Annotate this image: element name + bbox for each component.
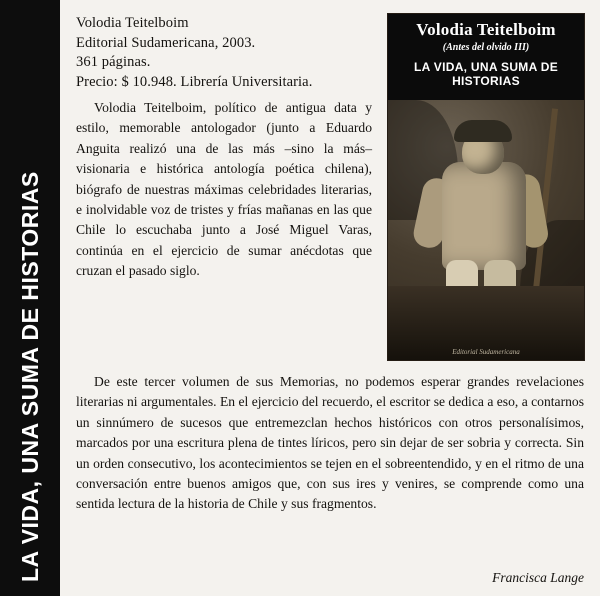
meta-price: Precio: $ 10.948. Librería Universitaria. <box>76 73 313 90</box>
cover-title: LA VIDA, UNA SUMA DE HISTORIAS <box>414 60 558 88</box>
article-paragraph-2: De este tercer volumen de sus Memorias, no podemos esperar grandes revelaciones literarias ni argumentales. En el ejercicio del recuerdo, el escritor se dedica a eso, a contarnos un sinnúmero de sucesos que entremezclan hechos históricos con otros personalísimos, marcados por una escritura plena de tintes líricos, pero sin dejar de ser sobria y correcta. Sin un orden consecutivo, los acontecimientos se tejen en el sobreentendido, y en el ritmo de una conversación entre buenos amigos que, con sus ires y venires, se comprende como una sentida lectura de la historia de Chile y sus fragmentos. <box>76 374 584 512</box>
vertical-title-bar <box>0 0 60 596</box>
cover-header <box>388 14 584 100</box>
meta-pages: 361 páginas. <box>76 54 151 70</box>
cover-caption: Editorial Sudamericana <box>452 348 520 356</box>
cover-subtitle: (Antes del olvido III) <box>442 42 530 53</box>
illustration-torso <box>442 162 526 270</box>
text-column <box>76 14 372 282</box>
illustration-hat <box>454 120 512 142</box>
cover-illustration <box>388 100 584 360</box>
article-body <box>60 0 600 596</box>
meta-author: Volodia Teitelboim <box>76 15 189 31</box>
article-byline: Francisca Lange <box>492 570 584 585</box>
article-paragraph-1: Volodia Teitelboim, político de antigua data y estilo, memorable antologador (junto a Eduardo Anguita realizó una de las más –sino la más– visionaria e histórica antología poética chilena), biógrafo de nuestras máximas celebridades literarias, e inolvidable voz de tristes y frías mañanas en las que Chile lo escuchaba junto a José Miguel Varas, continúa en el ejercicio de sumar anécdotas que cruzan el pasado siglo. <box>76 100 372 279</box>
cover-author: Volodia Teitelboim <box>416 20 556 39</box>
vertical-title-text: LA VIDA, UNA SUMA DE HISTORIAS <box>16 171 43 582</box>
book-cover-image <box>388 14 584 360</box>
meta-publisher: Editorial Sudamericana, 2003. <box>76 34 256 51</box>
